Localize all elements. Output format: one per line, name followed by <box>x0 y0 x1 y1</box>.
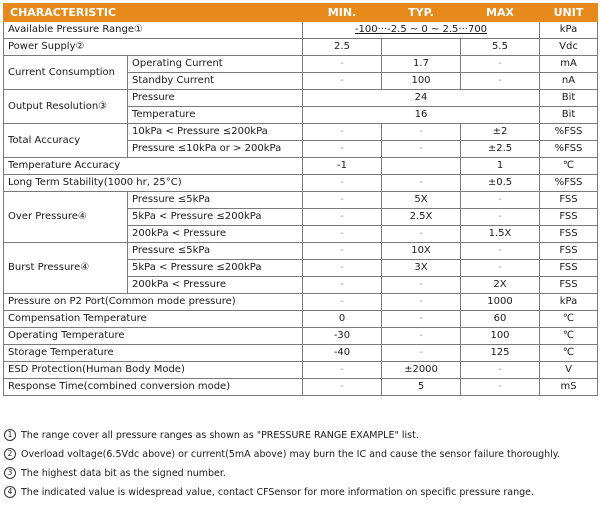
table-row <box>4 124 598 141</box>
footnote-number: 4 <box>4 486 16 498</box>
row-label: ESD Protection(Human Body Mode) <box>4 362 303 379</box>
footnote-text: The range cover all pressure ranges as shown as "PRESSURE RANGE EXAMPLE" list. <box>21 430 419 441</box>
unit-cell: ℃ <box>540 328 598 345</box>
min-cell: - <box>303 141 382 158</box>
unit-cell: FSS <box>540 260 598 277</box>
row-label: Storage Temperature <box>4 345 303 362</box>
footnote-text: The highest data bit as the signed number. <box>21 468 226 479</box>
condition-cell: Temperature <box>128 107 303 124</box>
condition-cell: Pressure ≤10kPa or > 200kPa <box>128 141 303 158</box>
row-label: Total Accuracy <box>4 124 128 158</box>
footnote-text: Overload voltage(6.5Vdc above) or current(5mA above) may burn the IC and cause the sensor failure thoroughly. <box>21 449 561 460</box>
typ-cell: - <box>382 277 461 294</box>
row-label: Pressure on P2 Port(Common mode pressure) <box>4 294 303 311</box>
row-label: Response Time(combined conversion mode) <box>4 379 303 396</box>
footnote <box>4 483 596 502</box>
unit-cell: ℃ <box>540 311 598 328</box>
unit-cell: ℃ <box>540 345 598 362</box>
min-cell: - <box>303 209 382 226</box>
unit-cell: Vdc <box>540 39 598 56</box>
table-header <box>4 4 598 22</box>
typ-cell: - <box>382 328 461 345</box>
unit-cell: V <box>540 362 598 379</box>
table-row <box>4 56 598 73</box>
min-cell: - <box>303 243 382 260</box>
min-cell: - <box>303 56 382 73</box>
max-cell: 1000 <box>461 294 540 311</box>
table-row <box>4 243 598 260</box>
unit-cell: %FSS <box>540 124 598 141</box>
table-row <box>4 192 598 209</box>
min-cell: -30 <box>303 328 382 345</box>
header-min: MIN. <box>303 4 382 22</box>
typ-cell: 5 <box>382 379 461 396</box>
row-label: Available Pressure Range① <box>4 22 303 39</box>
max-cell: 100 <box>461 328 540 345</box>
condition-cell: Operating Current <box>128 56 303 73</box>
max-cell: 1.5X <box>461 226 540 243</box>
unit-cell: kPa <box>540 294 598 311</box>
max-cell: ±2.5 <box>461 141 540 158</box>
table-row <box>4 294 598 311</box>
typ-cell: - <box>382 175 461 192</box>
footnote <box>4 464 596 483</box>
row-label: Power Supply② <box>4 39 303 56</box>
typ-cell: 10X <box>382 243 461 260</box>
table-row <box>4 39 598 56</box>
footnote <box>4 426 596 445</box>
header-typ: TYP. <box>382 4 461 22</box>
max-cell: - <box>461 362 540 379</box>
max-cell: - <box>461 192 540 209</box>
typ-cell: 5X <box>382 192 461 209</box>
max-cell: - <box>461 56 540 73</box>
max-cell: 60 <box>461 311 540 328</box>
condition-cell: Pressure ≤5kPa <box>128 243 303 260</box>
max-cell: ±2 <box>461 124 540 141</box>
typ-cell <box>382 39 461 56</box>
unit-cell: FSS <box>540 192 598 209</box>
condition-cell: 10kPa < Pressure ≤200kPa <box>128 124 303 141</box>
row-label: Compensation Temperature <box>4 311 303 328</box>
header-unit: UNIT <box>540 4 598 22</box>
characteristics-table <box>3 3 598 396</box>
row-label: Output Resolution③ <box>4 90 128 124</box>
min-cell: -1 <box>303 158 382 175</box>
row-label: Long Term Stability(1000 hr, 25°C) <box>4 175 303 192</box>
max-cell: - <box>461 73 540 90</box>
typ-cell: - <box>382 124 461 141</box>
condition-cell: Pressure ≤5kPa <box>128 192 303 209</box>
min-cell: 2.5 <box>303 39 382 56</box>
unit-cell: %FSS <box>540 175 598 192</box>
min-cell: - <box>303 294 382 311</box>
min-cell: - <box>303 362 382 379</box>
pressure-range-value: -100···-2.5 ~ 0 ~ 2.5···700 <box>354 24 488 35</box>
footnotes <box>4 426 596 502</box>
unit-cell: FSS <box>540 243 598 260</box>
table-row <box>4 158 598 175</box>
min-cell: -40 <box>303 345 382 362</box>
unit-cell: mA <box>540 56 598 73</box>
typ-cell: 3X <box>382 260 461 277</box>
unit-cell: ℃ <box>540 158 598 175</box>
typ-cell: - <box>382 141 461 158</box>
table-row <box>4 379 598 396</box>
condition-cell: 200kPa < Pressure <box>128 226 303 243</box>
max-cell: - <box>461 379 540 396</box>
typ-cell: 2.5X <box>382 209 461 226</box>
max-cell: 5.5 <box>461 39 540 56</box>
unit-cell: mS <box>540 379 598 396</box>
min-cell: - <box>303 175 382 192</box>
unit-cell: %FSS <box>540 141 598 158</box>
max-cell: - <box>461 243 540 260</box>
min-cell: - <box>303 73 382 90</box>
footnote-number: 3 <box>4 467 16 479</box>
table-row <box>4 175 598 192</box>
table-row <box>4 362 598 379</box>
min-cell: 0 <box>303 311 382 328</box>
min-cell: - <box>303 192 382 209</box>
table-row <box>4 311 598 328</box>
typ-cell: ±2000 <box>382 362 461 379</box>
max-cell: 1 <box>461 158 540 175</box>
max-cell: 125 <box>461 345 540 362</box>
row-label: Over Pressure④ <box>4 192 128 243</box>
footnote-number: 1 <box>4 429 16 441</box>
typ-cell: - <box>382 311 461 328</box>
max-cell: - <box>461 209 540 226</box>
max-cell: ±0.5 <box>461 175 540 192</box>
typ-cell: - <box>382 294 461 311</box>
header-max: MAX <box>461 4 540 22</box>
unit-cell: Bit <box>540 90 598 107</box>
unit-cell: FSS <box>540 277 598 294</box>
unit-cell: FSS <box>540 226 598 243</box>
footnote-text: The indicated value is widespread value, contact CFSensor for more information on specific pressure range. <box>21 487 535 498</box>
max-cell: 2X <box>461 277 540 294</box>
typ-cell <box>382 158 461 175</box>
min-cell: - <box>303 124 382 141</box>
unit-cell: nA <box>540 73 598 90</box>
row-label: Burst Pressure④ <box>4 243 128 294</box>
table-row <box>4 345 598 362</box>
typ-cell: - <box>382 345 461 362</box>
value-cell: 24 <box>303 90 540 107</box>
min-cell: - <box>303 226 382 243</box>
condition-cell: Pressure <box>128 90 303 107</box>
unit-cell: kPa <box>540 22 598 39</box>
condition-cell: 5kPa < Pressure ≤200kPa <box>128 209 303 226</box>
typ-cell: 1.7 <box>382 56 461 73</box>
min-cell: - <box>303 277 382 294</box>
condition-cell: 200kPa < Pressure <box>128 277 303 294</box>
row-label: Current Consumption <box>4 56 128 90</box>
typ-cell: 100 <box>382 73 461 90</box>
condition-cell: 5kPa < Pressure ≤200kPa <box>128 260 303 277</box>
value-cell: 16 <box>303 107 540 124</box>
header-characteristic: CHARACTERISTIC <box>4 4 303 22</box>
typ-cell: - <box>382 226 461 243</box>
min-cell: - <box>303 260 382 277</box>
condition-cell: Standby Current <box>128 73 303 90</box>
row-label: Operating Temperature <box>4 328 303 345</box>
table-row <box>4 22 598 39</box>
min-cell: - <box>303 379 382 396</box>
max-cell: - <box>461 260 540 277</box>
footnote-number: 2 <box>4 448 16 460</box>
table-row <box>4 328 598 345</box>
unit-cell: FSS <box>540 209 598 226</box>
unit-cell: Bit <box>540 107 598 124</box>
row-label: Temperature Accuracy <box>4 158 303 175</box>
table-row <box>4 90 598 107</box>
footnote <box>4 445 596 464</box>
